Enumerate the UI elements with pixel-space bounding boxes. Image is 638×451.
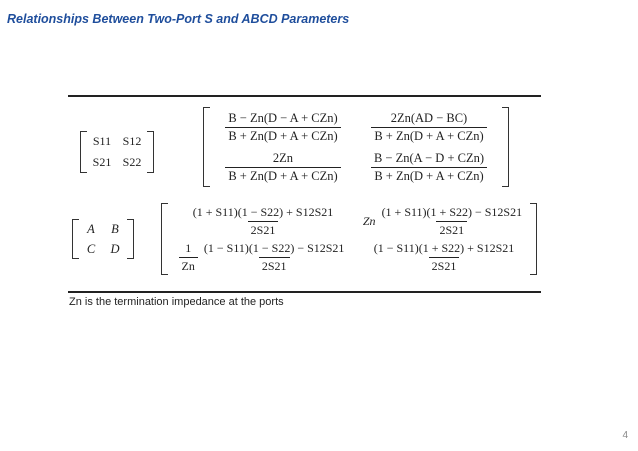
s12-expression	[356, 111, 502, 144]
numerator: B − Zn(A − D + CZn)	[373, 150, 485, 165]
left-bracket	[72, 219, 79, 259]
footnote-symbol: Zn	[69, 296, 82, 308]
denominator: B + Zn(D + A + CZn)	[225, 167, 340, 184]
numerator: 2Zn(AD − BC)	[390, 110, 468, 125]
numerator: 2Zn	[272, 150, 294, 165]
s22-cell: S22	[122, 155, 142, 169]
right-bracket	[530, 203, 537, 275]
footnote-text: is the termination impedance at the ports	[84, 296, 284, 308]
slide-title: Relationships Between Two-Port S and ABCD Parameters	[7, 12, 350, 26]
denominator: B + Zn(D + A + CZn)	[225, 127, 340, 144]
denominator: B + Zn(D + A + CZn)	[371, 167, 486, 184]
s-parameter-matrix	[80, 131, 154, 173]
top-rule	[68, 95, 541, 97]
right-bracket	[147, 131, 154, 173]
denominator: B + Zn(D + A + CZn)	[371, 127, 486, 144]
b-expression	[358, 205, 530, 238]
d-cell: D	[110, 241, 120, 256]
c-cell: C	[86, 241, 96, 256]
a-expression	[168, 205, 358, 238]
bottom-rule	[68, 291, 541, 293]
s11-cell: S11	[92, 134, 112, 148]
numerator: (1 + S11)(1 + S22) − S12S21	[381, 204, 523, 219]
footnote	[69, 296, 284, 308]
left-bracket	[80, 131, 87, 173]
denominator: 2S21	[248, 221, 279, 238]
s11-expression	[210, 111, 356, 144]
denominator: 2S21	[436, 221, 467, 238]
abcd-from-s-matrix	[161, 203, 537, 275]
zn-prefix: Zn	[362, 213, 376, 228]
right-bracket	[127, 219, 134, 259]
numerator: (1 − S11)(1 + S22) + S12S21	[373, 240, 515, 255]
prefix-denominator: Zn	[179, 257, 198, 274]
s21-cell: S21	[92, 155, 112, 169]
numerator: (1 − S11)(1 − S22) − S12S21	[203, 240, 345, 255]
denominator: 2S21	[429, 257, 460, 274]
a-cell: A	[87, 221, 95, 236]
prefix-numerator: 1	[185, 240, 192, 255]
s22-expression	[356, 151, 502, 184]
left-bracket	[161, 203, 168, 275]
s12-cell: S12	[122, 134, 142, 148]
denominator: 2S21	[259, 257, 290, 274]
s-from-abcd-matrix	[203, 107, 509, 187]
d-expression	[358, 241, 530, 274]
numerator: B − Zn(D − A + CZn)	[228, 110, 338, 125]
left-bracket	[203, 107, 210, 187]
abcd-matrix	[72, 219, 134, 259]
b-cell: B	[111, 221, 119, 236]
page-number: 4	[622, 430, 628, 441]
numerator: (1 + S11)(1 − S22) + S12S21	[192, 204, 334, 219]
c-expression	[168, 241, 358, 274]
right-bracket	[502, 107, 509, 187]
s21-expression	[210, 151, 356, 184]
